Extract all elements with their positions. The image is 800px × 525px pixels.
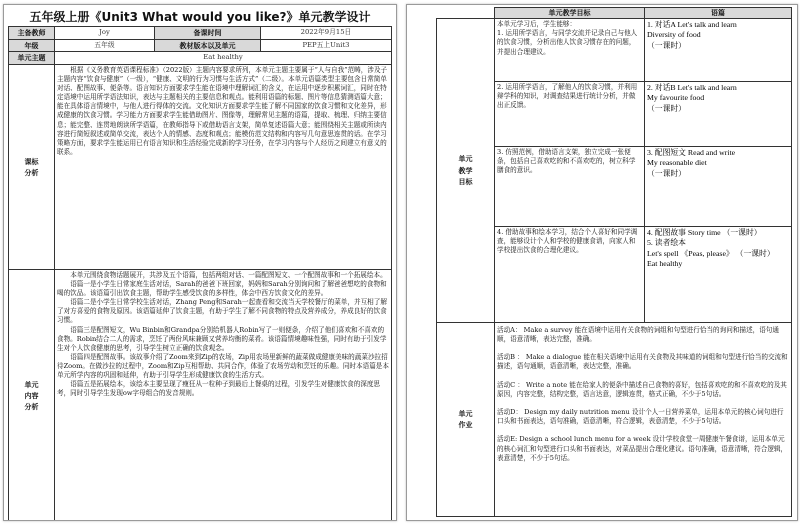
prep-time-value: 2022年9月15日 xyxy=(261,27,392,40)
curriculum-text: 根据《义务教育英语课程标准》（2022版）主题内容要求所列，本单元主题主要属于“人与自我”范畴，涉及子主题内容“饮食与健康”（一级），“健康、文明的行为习惯与生活方式”（二级）。本单元语篇类型主要包含日常简单对话、配图故事、便条等。语言知识方面要求学生能在语境中理解词汇的含义，在运用中逐步积累词汇，同时在特定语境中运用所学语法知识，表达与主题相关的主要信息和观点。能利用语篇的标题、图片等信息猜测语篇大意；能在具体语言情境中，与他人进行得体的交流。文化知识方面要求学生能了解不同国家的饮食习惯和文化差异，形成健康的饮食习惯。学习能力方面要求学生能借助图片、图像等，理解常见主题的语篇，提取、梳理、归纳主要信息；能完整、连贯地朗读所学语篇，在教师指导下或借助语言支架，简单复述语篇大意；能围绕相关主题或所读内容进行简短叙述或简单交流，表达个人的情感、态度和观点；能模仿范文结构和内容写几句意思连贯的话。在学习策略方面，要求学生能运用已有语言知识和生活经验完成新的学习任务，在学习内容与个人经历之间建立有意义的联系。 xyxy=(55,65,392,270)
content-para: 本单元围绕食物话题展开，共涉及五个语篇，包括两组对话、一篇配图短文、一个配图故事和一个拓展绘本。 xyxy=(70,271,387,279)
content-para: 语篇三是配图短文，Wu Binbin和Grandpa分别给机器人Robin写了一则便条，介绍了他们喜欢和不喜欢的食物。Robin结合二人的需求，烹饪了两份风味兼顾又营养均衡的菜肴。该语篇情境趣味性强，同时有助于引发学生对个人饮食健康的思考，引导学生树立正确的饮食观念。 xyxy=(57,325,387,352)
left-page xyxy=(3,4,397,521)
blank-corner xyxy=(437,8,495,19)
teacher-label: 主备教师 xyxy=(9,27,55,40)
page-title: 五年级上册《Unit3 What would you like?》单元教学设计 xyxy=(29,10,371,24)
info-table xyxy=(8,26,392,65)
grade-label: 年级 xyxy=(9,39,55,52)
content-para: 语篇二是小学生日常学校生活对话，Zhang Peng和Sarah一起查看和交流当天学校餐厅的菜单，并互相了解了对方喜爱的食物及原因。该语篇延伸了饮食主题，有助于学生了解不同食物的特点及营养成分，养成良好的饮食习惯。 xyxy=(57,298,387,325)
text-1: 1. 对话A Let's talk and learn Diversity of food （一课时） xyxy=(645,18,792,81)
text-2: 2. 对话B Let's talk and learn My favourite food （一课时） xyxy=(645,81,792,146)
objectives-label: 单元教学目标 xyxy=(437,18,495,322)
objective-1: 本单元学习后，学生能够： 1. 运用所学语言，与同学交流并记录自己与他人的饮食习惯，分析出他人饮食习惯存在的问题，并提出合理建议。 xyxy=(495,18,645,81)
activity-item: 活动D： Design my daily nutrition menu 设计个人一日营养菜单，运用本单元的核心词句进行口头和书面表达，语句准确，语意清晰，符合逻辑，表意清楚，不少于5句话。 xyxy=(497,407,784,426)
header-texts: 语篇 xyxy=(645,8,792,19)
textbook-value: PEP五上Unit3 xyxy=(261,39,392,52)
objective-2: 2. 运用所学语言，了解他人的饮食习惯，并利用辩学科的知识，对调查结果进行统计分析，并做出正反馈。 xyxy=(495,81,645,146)
objective-3: 3. 仿照范例，借助语言支架，独立完成一张便条，包括自己喜欢吃的和不喜欢吃的，树立科学膳食的意识。 xyxy=(495,146,645,226)
objective-4: 4. 借助故事和绘本学习，结合个人喜好和同学调查，能够设计个人和学校的健康食谱，向家人和学校提出饮食的合理化建议。 xyxy=(495,226,645,322)
prep-time-label: 备课时间 xyxy=(155,27,261,40)
theme-value: Eat healthy xyxy=(55,52,392,65)
content-label: 单元内容分析 xyxy=(9,270,55,522)
activity-item: 活动A： Make a survey 能在语境中运用有关食物的词组和句型进行恰当的询问和描述，语句通顺，语意清晰，表达完整，准确。 xyxy=(497,325,779,343)
content-para: 语篇四是配图故事。该故事介绍了Zoom来到Zip的农场，Zip用农场里新鲜的蔬菜做成健康美味的蔬菜沙拉招待Zoom。在做沙拉的过程中，Zoom和Zip互相帮助、共同合作，体验了农场劳动和烹饪的乐趣。同时本语篇是本单元所学内容的巩固和延伸，有助于引导学生形成健康饮食的生活方式。 xyxy=(57,352,389,380)
text-4: 4. 配图故事 Story time （一课时） 5. 读者绘本 Let's spell 《Peas, please》 （一课时） Eat healthy xyxy=(645,226,792,322)
teacher-value: Joy xyxy=(55,27,155,40)
curriculum-label: 课标分析 xyxy=(9,65,55,270)
homework-text xyxy=(495,322,792,516)
homework-label: 单元作业 xyxy=(437,322,495,516)
theme-label: 单元主题 xyxy=(9,52,55,65)
grade-value: 五年级 xyxy=(55,39,155,52)
textbook-label: 教材版本以及单元 xyxy=(155,39,261,52)
objectives-table xyxy=(436,7,792,517)
content-text xyxy=(55,270,392,522)
text-3: 3. 配图短文 Read and write My reasonable diet （一课时） xyxy=(645,146,792,226)
analysis-table xyxy=(8,64,392,521)
activity-item: 活动C ： Write a note 能在给家人的便条中描述自己食物的喜好，包括喜欢吃的和不喜欢吃的及其原因，内容完整，结构完整，语言达意，逻辑连贯，格式正确，不少于5句话。 xyxy=(497,380,787,398)
right-page xyxy=(406,4,798,521)
header-objectives: 单元教学目标 xyxy=(495,8,645,19)
activity-item: 活动B ： Make a dialogue 能在相关语境中运用有关食物及其味道的词组和句型进行恰当的交流和描述，语句通顺，语意清晰，表达完整，准确。 xyxy=(497,353,788,371)
content-para: 语篇五是拓展绘本，该绘本主要呈现了瘦狂从一粒种子到最后上餐桌的过程，引发学生对健康饮食的深度思考，同时引导学生发现ow字母组合的发音规则。 xyxy=(57,380,381,398)
activity-item: 活动E: Design a school lunch menu for a week 设计学校食堂一周健康午餐食谱，运用本单元的核心词汇和句型进行口头和书面表达，对菜品提出合理化建议。语句准确，语意清晰，符合逻辑，表意清楚，不少于5句话。 xyxy=(497,435,788,462)
content-para: 语篇一是小学生日常家庭生活对话，Sarah的爸爸下班回家，妈妈和Sarah分别询问和了解爸爸想吃的食物和喝的饮品。该语篇引出饮食主题，帮助学生感受饮食的多样性，体会中西方饮食文化的差异。 xyxy=(57,280,387,298)
